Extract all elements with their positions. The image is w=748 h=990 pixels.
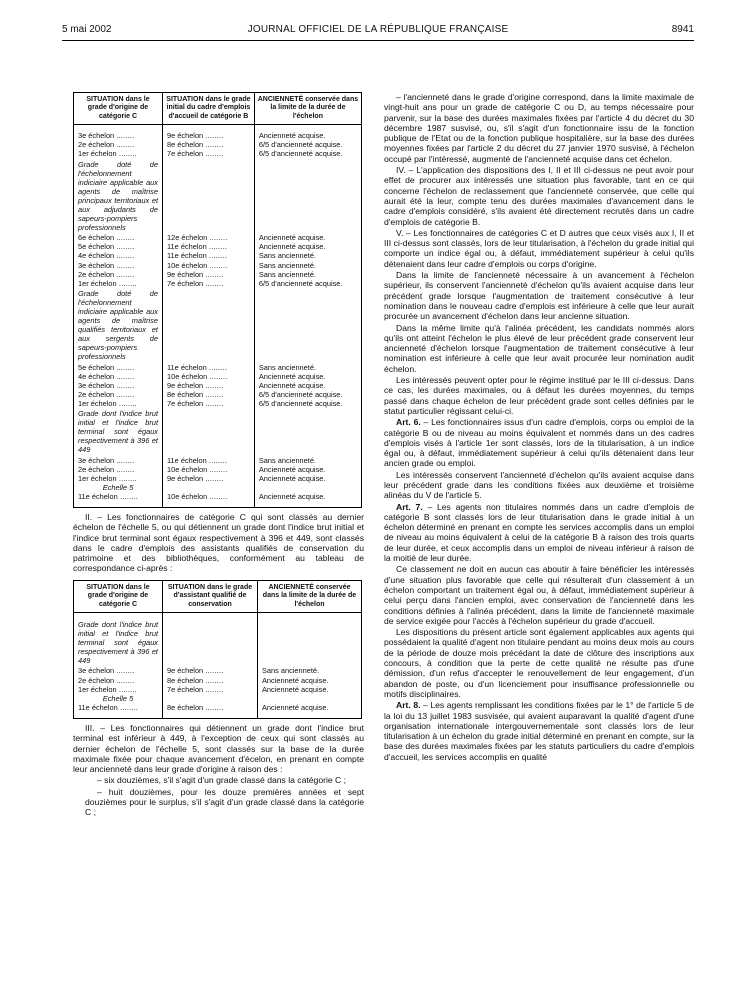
table-cell: [74, 676, 163, 685]
paragraph-text: – l'ancienneté dans le grade d'origine correspond, dans la limite maximale de vingt-huit ans pour un grade de catégorie C ou D, au temps nécessaire pour parvenir, sur la base des durées maximales fixées par l'article 4 du décret du 30 décembre 1987 susvisé, ou, s'il s'agit d'un fonctionnaire issu de la fonction publique de l'Etat ou de la fonction publique hospitalière, sur la base des durées moyennes fixées par l'article 2 du décret du 27 janvier 1970 susvisé, à l'échelon occupé par l'intéressé, augmenté de l'ancienneté acquise dans cet échelon.: [384, 92, 694, 164]
cell-text: 9e échelon .....: [167, 381, 223, 390]
cell-text: Sans ancienneté.: [258, 260, 316, 270]
paragraph-text: Dans la limite de l'ancienneté nécessaire à un avancement à l'échelon supérieur, ils conservent l'ancienneté d'échelon qu'ils avaient acquise dans leur précédent grade lorsque l'augmentation de traitement consécutive à leur nomination dans le nouveau cadre d'emplois est inférieure à celle que leur aurait procurée un avancement d'échelon dans leur ancienne situation.: [384, 270, 694, 322]
paragraph-text: IV. – L'application des dispositions des I, II et III ci-dessus ne peut avoir pour effet de procurer aux intéressés une situation plus favorable, tant en ce qui concerne l'échelon de reclassement que l'ancienneté conservée, que celle qui aurait été la leur, compte tenu des durées maximales d'avancement dans le cadre d'emplois considéré, s'ils avaient été directement recrutés dans un cadre d'emplois de catégorie B.: [384, 165, 694, 227]
table-cell: [74, 372, 163, 381]
table-cell: [163, 474, 255, 483]
cell-text: Ancienneté acquise.: [261, 684, 329, 694]
paragraph-text: Les dispositions du présent article sont également applicables aux agents qui possédaient la qualité d'agent non titulaire pendant au moins deux mois au cours de la période de douze mois précédant la date de clôture des inscriptions aux concours, à condition que la perte de cette qualité ne résulte pas d'une démission, d'un refus d'accepter le renouvellement de leur engagement, d'un abandon de poste, ou d'un licenciement pour insuffisance professionnelle ou motifs disciplinaires.: [384, 627, 694, 699]
table-cell: [163, 233, 255, 242]
cell-text: Ancienneté acquise.: [258, 491, 326, 501]
table-cell: [254, 279, 361, 288]
cell-text: 8e échelon .....: [167, 390, 223, 399]
article-number: Art. 6.: [396, 417, 421, 428]
table-cell: [163, 399, 255, 408]
table-cell: [74, 399, 163, 408]
table-cell: [254, 474, 361, 483]
table-row: [74, 140, 362, 149]
cell-text: 10e échelon .....: [167, 492, 228, 501]
paragraph-III-bullets: [73, 775, 364, 817]
cell-text: 1er échelon .....: [78, 474, 137, 483]
cell-text: 3e échelon .....: [78, 131, 134, 140]
table-cell: [163, 372, 255, 381]
table-cell: [163, 390, 255, 399]
table-cell: [74, 270, 163, 279]
table-cell: [163, 140, 255, 149]
table-section-row: [74, 483, 362, 492]
header-rule: [62, 40, 694, 41]
cell-text: 7e échelon .....: [167, 279, 223, 288]
body-paragraph: [384, 165, 694, 227]
table-section-row: [74, 159, 362, 234]
right-column: [384, 92, 694, 763]
cell-text: 11e échelon .....: [78, 703, 138, 712]
table-header-cell: SITUATION dans le grade d'origine de catégorie C: [74, 580, 163, 612]
cell-text: Ancienneté acquise.: [258, 233, 326, 243]
cell-text: 11e échelon .....: [167, 456, 227, 465]
table-cell: [254, 399, 361, 408]
body-paragraph: [384, 323, 694, 374]
paragraph-text: V. – Les fonctionnaires de catégories C et D autres que ceux visés aux I, II et III ci-dessus sont classés, lors de leur titularisation, à l'échelon du grade initial qui comporte un indice égal ou, à défaut, immédiatement supérieur à celui qu'ils détenaient dans leur cadre d'emplois ou corps d'origine.: [384, 227, 694, 269]
table-cell: [74, 474, 163, 483]
table-header-cell: SITUATION dans le grade d'origine de catégorie C: [74, 93, 163, 125]
table-cell: [254, 372, 361, 381]
table-row: [74, 242, 362, 251]
table-header-row: [74, 93, 362, 125]
table-cell: [257, 685, 361, 694]
table-cell: [257, 676, 361, 685]
cell-text: 4e échelon .....: [78, 251, 134, 260]
article-paragraph: [384, 700, 694, 762]
cell-text: 11e échelon .....: [167, 363, 227, 372]
cell-text: 7e échelon .....: [167, 685, 223, 694]
table-cell: [254, 492, 361, 501]
cell-text: 3e échelon .....: [78, 666, 134, 675]
table-cell: [163, 149, 255, 158]
table-row: [74, 492, 362, 501]
table-cell: [74, 390, 163, 399]
table-spacer-row: [74, 501, 362, 508]
cell-text: 5e échelon .....: [78, 363, 134, 372]
cell-text: 2e échelon .....: [78, 140, 134, 149]
cell-text: 2e échelon .....: [78, 390, 134, 399]
cell-text: Ancienneté acquise.: [258, 371, 326, 381]
empty-cell: [163, 619, 258, 666]
cell-text: 2e échelon .....: [78, 270, 134, 279]
empty-cell: [254, 483, 361, 492]
table-section-row: [74, 288, 362, 363]
body-paragraph: [384, 92, 694, 164]
cell-text: 4e échelon .....: [78, 372, 134, 381]
cell-text: Ancienneté acquise.: [258, 131, 326, 141]
header-date: 5 mai 2002: [62, 24, 112, 35]
cell-text: 7e échelon .....: [167, 149, 223, 158]
table-cell: [163, 685, 258, 694]
table-cell: [257, 666, 361, 675]
cell-text: 3e échelon .....: [78, 456, 134, 465]
table-cell: [254, 242, 361, 251]
cell-text: Ancienneté acquise.: [261, 675, 329, 685]
table-cell: [254, 251, 361, 260]
table-cell: [254, 456, 361, 465]
table-cell: [74, 140, 163, 149]
cell-text: Ancienneté acquise.: [258, 464, 326, 474]
cell-text: 11e échelon .....: [78, 492, 138, 501]
bullet-item: – huit douzièmes, pour les douze premières années et sept douzièmes pour le surplus, s'il s'agit d'un grade classé dans la catégorie C ;: [85, 786, 364, 818]
table-cell: [163, 465, 255, 474]
spacer-cell: [74, 712, 163, 719]
paragraph-text: Dans la même limite qu'à l'alinéa précédent, les candidats nommés alors qu'ils ont atteint l'échelon le plus élevé de leur précédent grade conservent leur ancienneté d'échelon lorsque l'augmentation de traitement consécutive à leur nomination est inférieure à celle que leur avait procurée leur nomination audit échelon.: [384, 322, 694, 374]
table-row: [74, 399, 362, 408]
table-cell: [254, 149, 361, 158]
spacer-cell: [254, 501, 361, 508]
cell-text: Sans ancienneté.: [258, 455, 316, 465]
cell-text: 6/5 d'ancienneté acquise.: [258, 149, 343, 159]
paragraph-II: II. – Les fonctionnaires de catégorie C qui sont classés au dernier échelon de l'échelle 5, ou qui détiennent un grade dont l'indice brut initial et l'indice brut terminal sont égaux respectivement à 396 et 449, sont classés dans le cadre d'emplois des assistants qualifiés de conservation du patrimoine et des bibliothèques, conformément au tableau de correspondance ci-après :: [73, 511, 364, 574]
table-cell: [74, 261, 163, 270]
correspondence-table-2: [73, 580, 362, 719]
table-cell: [257, 703, 361, 712]
scale-label: Echelle 5: [102, 482, 134, 492]
table-cell: [254, 270, 361, 279]
table-section-row: [74, 694, 362, 703]
cell-text: Sans ancienneté.: [258, 251, 316, 261]
table-cell: [254, 390, 361, 399]
cell-text: 6/5 d'ancienneté acquise.: [258, 398, 343, 408]
table-cell: [74, 492, 163, 501]
cell-text: 2e échelon .....: [78, 465, 134, 474]
table-row: [74, 474, 362, 483]
cell-text: 9e échelon .....: [167, 474, 223, 483]
cell-text: 8e échelon .....: [167, 703, 223, 712]
empty-cell: [254, 288, 361, 363]
table-header-cell: ANCIENNETÉ conservée dans la limite de la durée de l'échelon: [257, 580, 361, 612]
table-row: [74, 390, 362, 399]
table-row: [74, 703, 362, 712]
grade-caption: Grade dont l'indice brut initial et l'indice brut terminal sont égaux respectivement à 396 et 449: [78, 409, 158, 455]
table-cell: [163, 261, 255, 270]
table-row: [74, 131, 362, 140]
cell-text: 2e échelon .....: [78, 676, 134, 685]
table-row: [74, 676, 362, 685]
table-row: [74, 381, 362, 390]
cell-text: 1er échelon .....: [78, 685, 137, 694]
cell-text: 1er échelon .....: [78, 149, 137, 158]
cell-text: 1er échelon .....: [78, 399, 137, 408]
table-cell: [74, 363, 163, 372]
table-cell: [163, 279, 255, 288]
table-cell: [163, 381, 255, 390]
table-cell: [74, 685, 163, 694]
table-cell: [163, 131, 255, 140]
bullet-item: – six douzièmes, s'il s'agit d'un grade classé dans la catégorie C ;: [97, 775, 347, 786]
grade-caption: Grade doté de l'échelonnement indiciaire applicable aux agents de maîtrise principaux territoriaux et aux adjudants de sapeurs-pompiers professionnels: [78, 159, 158, 233]
table-cell: [74, 381, 163, 390]
cell-text: 8e échelon .....: [167, 140, 223, 149]
table-cell: [74, 279, 163, 288]
body-paragraph: [384, 270, 694, 321]
paragraph-III: III. – Les fonctionnaires qui détiennent un grade dont l'indice brut terminal est inférieur à 449, à l'exception de ceux qui sont classés au dernier échelon de l'échelle 5, sont classés sur la base de la durée maximale fixée pour chaque avancement d'écelon, en prenant en compte leur ancienneté dans leur grade d'origine à raison des :: [73, 722, 364, 775]
table-row: [74, 372, 362, 381]
empty-cell: [257, 619, 361, 666]
table-cell: [163, 703, 258, 712]
empty-cell: [257, 694, 361, 703]
grade-caption: Grade dont l'indice brut initial et l'indice brut terminal sont égaux respectivement à 396 et 449: [78, 619, 158, 666]
table-cell: [163, 676, 258, 685]
table-cell: [163, 270, 255, 279]
header-journal-title: JOURNAL OFFICIEL DE LA RÉPUBLIQUE FRANÇAISE: [247, 24, 509, 35]
article-paragraph: [384, 417, 694, 468]
left-column: [73, 92, 364, 819]
table-cell: [74, 703, 163, 712]
paragraph-text: Les intéressés peuvent opter pour le régime institué par le III ci-dessus. Dans ce cas, les durées maximales, ou à défaut les durées moyennes, du temps passé dans chaque échelon de leur précédent grade sont celles définies par le statut particulier régissant celui-ci.: [384, 375, 694, 416]
paragraph-text: Ce classement ne doit en aucun cas aboutir à faire bénéficier les intéressés d'une situation plus favorable que celle qui résulterait d'un classement à un échelon comportant un traitement égal ou, à défaut, immédiatement supérieur à celui perçu dans l'ancien emploi, avec conservation de l'ancienneté dans les conditions définies à l'alinéa précédent, dans la limite de l'ancienneté maximale de service exigée pour l'accès à l'échelon supérieur du grade d'accueil.: [384, 564, 694, 626]
table-cell: [74, 149, 163, 158]
empty-cell: [254, 159, 361, 234]
spacer-cell: [163, 501, 255, 508]
table-cell: [163, 363, 255, 372]
empty-cell: [254, 408, 361, 455]
cell-text: Sans ancienneté.: [261, 666, 320, 676]
body-paragraph: [384, 470, 694, 501]
cell-text: 6/5 d'ancienneté acquise.: [258, 278, 343, 288]
table-cell: [74, 251, 163, 260]
table-cell: [74, 465, 163, 474]
table-section-row: [74, 408, 362, 455]
table-spacer-row: [74, 712, 362, 719]
table-cell: [254, 381, 361, 390]
table-section-row: [74, 619, 362, 666]
grade-caption: Grade doté de l'échelonnement indiciaire applicable aux agents de maîtrise qualifiés territoriaux et aux sergents de sapeurs-pompiers professionnels: [78, 288, 158, 362]
body-paragraph: [384, 627, 694, 699]
table-row: [74, 666, 362, 675]
spacer-cell: [257, 712, 361, 719]
table-cell: [163, 492, 255, 501]
table-cell: [163, 242, 255, 251]
cell-text: 6/5 d'ancienneté acquise.: [258, 389, 343, 399]
table-cell: [74, 666, 163, 675]
cell-text: 3e échelon .....: [78, 261, 134, 270]
cell-text: 10e échelon .....: [167, 261, 228, 270]
table-row: [74, 363, 362, 372]
table-row: [74, 149, 362, 158]
spacer-cell: [163, 712, 258, 719]
table-cell: [163, 251, 255, 260]
cell-text: 5e échelon .....: [78, 242, 134, 251]
cell-text: 10e échelon .....: [167, 465, 228, 474]
table-cell: [74, 242, 163, 251]
body-paragraph: [384, 564, 694, 626]
cell-text: Sans ancienneté.: [258, 269, 316, 279]
cell-text: 12e échelon .....: [167, 233, 228, 242]
table-cell: [254, 140, 361, 149]
table-cell: [163, 456, 255, 465]
table-row: [74, 261, 362, 270]
table-row: [74, 456, 362, 465]
table-cell: [74, 233, 163, 242]
cell-text: 9e échelon .....: [167, 270, 223, 279]
table-cell: [254, 261, 361, 270]
header-page-number: 8941: [671, 24, 694, 35]
cell-text: 11e échelon .....: [167, 251, 227, 260]
cell-text: 6e échelon .....: [78, 233, 134, 242]
table-cell: [74, 131, 163, 140]
cell-text: 3e échelon .....: [78, 381, 134, 390]
table-row: [74, 279, 362, 288]
table-cell: [254, 465, 361, 474]
cell-text: 8e échelon .....: [167, 676, 223, 685]
cell-text: 9e échelon .....: [167, 131, 223, 140]
page-header: [62, 24, 694, 38]
table-row: [74, 233, 362, 242]
table-cell: [254, 131, 361, 140]
table-cell: [254, 233, 361, 242]
empty-cell: [163, 159, 255, 234]
table-cell: [254, 363, 361, 372]
paragraph-text: – Les agents non titulaires nommés dans un cadre d'emplois de catégorie B sont classés lors de leur titularisation dans le grade initial à un échelon déterminé en prenant en compte les services accomplis dans un emploi de niveau au moins équivalent à celui de la catégorie B à raison des trois quarts de leur durée, et ceux accomplis dans un emploi de niveau inférieur à raison de la moitié de leur durée.: [384, 501, 694, 564]
cell-text: Ancienneté acquise.: [258, 380, 326, 390]
table-cell: [163, 666, 258, 675]
article-paragraph: [384, 502, 694, 564]
cell-text: Ancienneté acquise.: [258, 473, 326, 483]
cell-text: Ancienneté acquise.: [258, 242, 326, 252]
table-row: [74, 685, 362, 694]
paragraph-text: Les intéressés conservent l'ancienneté d'échelon qu'ils avaient acquise dans leur précédent grade dans les conditions fixées aux deuxième et troisième alinéas du V de l'article 5.: [384, 469, 694, 501]
cell-text: 1er échelon .....: [78, 279, 137, 288]
paragraph-text: – Les fonctionnaires issus d'un cadre d'emplois, corps ou emploi de la catégorie B ou de niveau au moins équivalent et nommés dans un des cadres d'emplois visés à l'article 1er sont classés, lors de la titularisation, à un indice égal ou, à défaut, immédiatement supérieur à celui qu'ils détenaient dans leur ancien grade ou emploi.: [384, 417, 695, 469]
article-number: Art. 8.: [396, 700, 421, 711]
table-header-cell: SITUATION dans le grade d'assistant qualifié de conservation: [163, 580, 258, 612]
cell-text: 6/5 d'ancienneté acquise.: [258, 140, 343, 150]
table-row: [74, 251, 362, 260]
table-row: [74, 465, 362, 474]
cell-text: Ancienneté acquise.: [261, 702, 329, 712]
table-header-row: [74, 580, 362, 612]
body-paragraph: [384, 228, 694, 269]
table-header-cell: SITUATION dans le grade initial du cadre d'emplois d'accueil de catégorie B: [163, 93, 255, 125]
table-row: [74, 270, 362, 279]
cell-text: 11e échelon .....: [167, 242, 227, 251]
article-number: Art. 7.: [396, 501, 423, 512]
cell-text: 10e échelon .....: [167, 372, 228, 381]
cell-text: Sans ancienneté.: [258, 362, 316, 372]
empty-cell: [163, 694, 258, 703]
empty-cell: [163, 288, 255, 363]
empty-cell: [163, 408, 255, 455]
empty-cell: [163, 483, 255, 492]
paragraph-text: – Les agents remplissant les conditions fixées par le 1° de l'article 5 de la loi du 13 juillet 1983 susvisée, qui avaient auparavant la qualité d'agent d'une organisation internationale intergouvernementale sont classés lors de leur titularisation à un échelon du grade initial déterminé en prenant en compte, sur la base des durées maximales fixées par les statuts particuliers du cadre d'emplois d'accueil, les services accomplis en qualité: [384, 700, 694, 762]
correspondence-table-1: [73, 92, 362, 508]
table-cell: [74, 456, 163, 465]
spacer-cell: [74, 501, 163, 508]
body-paragraph: [384, 375, 694, 416]
cell-text: 7e échelon .....: [167, 399, 223, 408]
table-header-cell: ANCIENNETÉ conservée dans la limite de la durée de l'échelon: [254, 93, 361, 125]
cell-text: 9e échelon .....: [167, 666, 223, 675]
scale-label: Echelle 5: [102, 693, 134, 703]
